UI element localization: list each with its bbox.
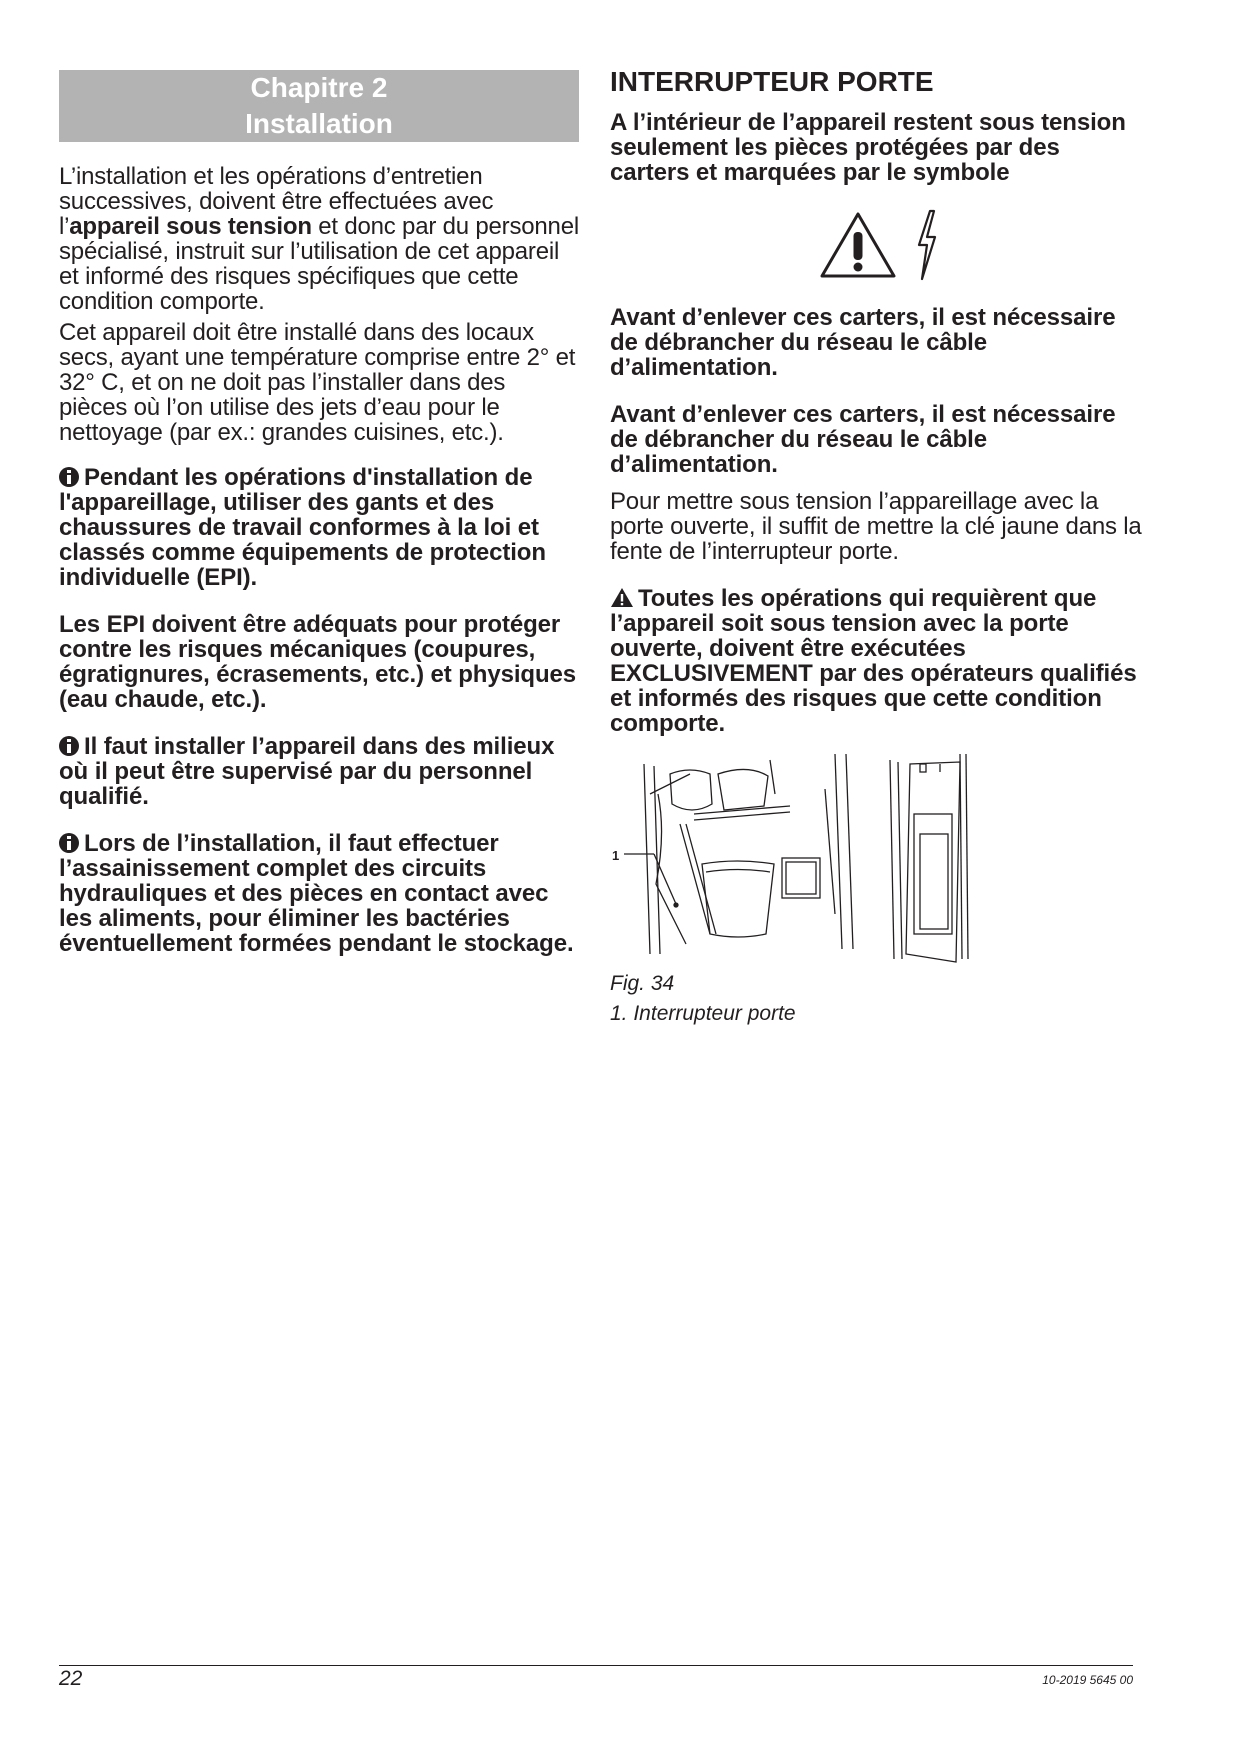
right-column [610,66,1145,1029]
chapter-title: Installation [245,108,393,139]
footer-divider [59,1665,1133,1666]
page-number: 22 [59,1667,83,1690]
door-switch-paragraph: Pour mettre sous tension l’appareillage avec la porte ouverte, il suffit de mettre la clé jaune dans la fente de l’interrupteur porte. [610,488,1142,565]
warning-qualified-text: Toutes les opérations qui requièrent que l’appareil soit sous tension avec la porte ouverte, doivent être exécutées EXCLUSIVEMENT par des opérateurs qualifiés et informés des risques que cette condition comporte. [610,585,1137,737]
figure-label: Fig. 34 [610,972,675,995]
note-sanitation-text: Lors de l’installation, il faut effectuer l’assainissement complet des circuits hydrauliques et des pièces en contact avec les aliments, pour éliminer les bactéries éventuellement formées pendant le stockage. [59,830,574,957]
section-title: INTERRUPTEUR PORTE [610,66,934,97]
note-ppe-text: Pendant les opérations d'installation de l'appareillage, utiliser des gants et des chaussures de travail conformes à la loi et classés comme équipements de protection individuelle (EPI). [59,464,546,591]
figure-door-switch [610,754,1040,969]
figure-legend-item: 1. Interrupteur porte [610,1002,796,1025]
document-code: 10-2019 5645 00 [1042,1673,1133,1687]
note-ppe [59,465,579,590]
warning-triangle-icon [818,210,898,280]
note-supervision [59,734,579,809]
exclamation-triangle-icon [610,587,634,608]
door-switch-illustration [610,754,1040,969]
warning-qualified-operators [610,586,1145,736]
note-sanitation [59,831,579,956]
warning-live-parts: A l’intérieur de l’appareil restent sous tension seulement les pièces protégées par des carters et marquées par le symbole [610,109,1126,186]
figure-callout-1: 1 [612,848,620,863]
info-icon [59,736,79,756]
intro-paragraph [59,164,579,314]
note-supervision-text: Il faut installer l’appareil dans des milieux où il peut être supervisé par du personnel qualifié. [59,733,555,810]
note-ppe-risks: Les EPI doivent être adéquats pour protéger contre les risques mécaniques (coupures, égratignures, écrasements, etc.) et physiques (eau chaude, etc.). [59,611,577,713]
intro-text-2: et donc par du personnel spécialisé, instruit sur l’utilisation de cet appareil et informé des risques spécifiques que cette condition comporte. [59,213,579,315]
lightning-bolt-icon [916,209,938,281]
intro-bold-text: appareil sous tension [69,213,312,240]
chapter-header [59,70,579,142]
chapter-number: Chapitre 2 [250,72,388,103]
info-icon [59,833,79,853]
warning-disconnect-1: Avant d’enlever ces carters, il est nécessaire de débrancher du réseau le câble d’alimentation. [610,304,1116,381]
intro-text-1: L’installation et les opérations d’entretien successives, doivent être effectuées avec l’ [59,163,494,240]
location-paragraph: Cet appareil doit être installé dans des locaux secs, ayant une température comprise entre 2° et 32° C, et on ne doit pas l’installer dans des pièces où l’on utilise des jets d’eau pour le nettoyage (par ex.: grandes cuisines, etc.). [59,319,576,446]
left-column [59,70,579,956]
warning-disconnect-2: Avant d’enlever ces carters, il est nécessaire de débrancher du réseau le câble d’alimentation. [610,401,1116,478]
info-icon [59,467,79,487]
electrical-hazard-symbol [610,207,1145,283]
